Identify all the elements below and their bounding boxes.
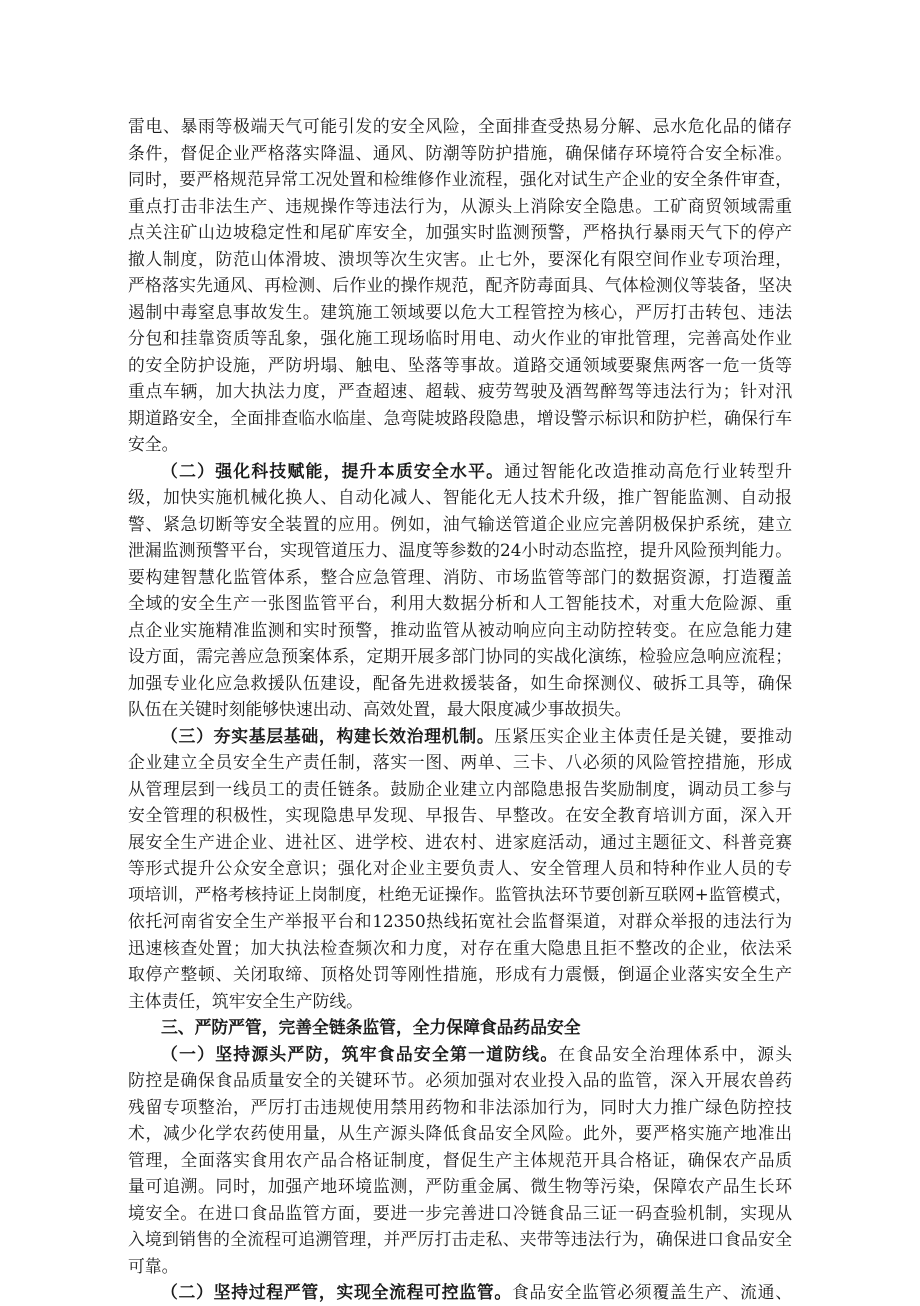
- line-text: 安全管理的积极性，实现隐患早发现、早报告、早整改。在安全教育培训方面，深入开: [128, 805, 792, 825]
- text-line: [128, 193, 792, 220]
- text-line: [128, 1226, 792, 1253]
- line-text: 重点打击非法生产、违规操作等违法行为，从源头上消除安全隐患。工矿商贸领域需重: [128, 195, 792, 216]
- text-line: [128, 1200, 792, 1227]
- line-text: 遏制中毒窒息事故发生。建筑施工领域要以危大工程管控为核心，严厉打击转包、违法: [128, 301, 792, 322]
- bold-heading: （二）强化科技赋能，提升本质安全水平。: [161, 460, 505, 481]
- text-line: [128, 140, 792, 167]
- line-text: 等形式提升公众安全意识；强化对企业主要负责人、安全管理人员和特种作业人员的专: [128, 858, 792, 878]
- line-text: 条件，督促企业严格落实降温、通风、防潮等防护措施，确保储存环境符合安全标准。: [128, 142, 792, 163]
- line-text: 迅速核查处置；加大执法检查频次和力度，对存在重大隐患且拒不整改的企业，依法采: [128, 937, 792, 958]
- line-text: 加强专业化应急救援队伍建设，配备先进救援装备，如生命探测仪、破拆工具等，确保: [128, 672, 792, 693]
- bold-heading: （一）坚持源头严防，筑牢食品安全第一道防线。: [161, 1043, 559, 1064]
- line-text: 入境到销售的全流程可追溯管理，并严厉打击走私、夹带等违法行为，确保进口食品安全: [128, 1229, 792, 1249]
- line-text: 在食品安全治理体系中，源头: [558, 1043, 792, 1064]
- heading-line: [128, 1279, 792, 1306]
- line-text: 压紧压实企业主体责任是关键，要推动: [494, 725, 792, 746]
- line-text: 级，加快实施机械化换人、自动化减人、智能化无人技术升级，推广智能监测、自动报: [128, 487, 792, 507]
- line-text: 安全。: [128, 434, 179, 454]
- text-line: [128, 219, 792, 246]
- text-line: [128, 272, 792, 299]
- line-text: 企业建立全员安全生产责任制，落实一图、两单、三卡、八必须的风险管控措施，形成: [128, 752, 792, 772]
- text-line: [128, 988, 792, 1015]
- line-text: 量可追溯。同时，加强产地环境监测，严防重金属、微生物等污染，保障农产品生长环: [128, 1176, 792, 1196]
- line-text: 要构建智慧化监管体系，整合应急管理、消防、市场监管等部门的数据资源，打造覆盖: [128, 566, 792, 587]
- text-line: [128, 113, 792, 140]
- bold-heading: （三）夯实基层基础，构建长效治理机制。: [161, 725, 495, 746]
- text-line: [128, 378, 792, 405]
- line-text: 点企业实施精准监测和实时预警，推动监管从被动响应向主动防控转变。在应急能力建: [128, 619, 792, 640]
- text-line: [128, 484, 792, 511]
- line-text: 警、紧急切断等安全装置的应用。例如，油气输送管道企业应完善阴极保护系统，建立: [128, 513, 792, 534]
- text-line: [128, 246, 792, 273]
- text-line: [128, 696, 792, 723]
- heading-line: [128, 458, 792, 485]
- text-line: [128, 1120, 792, 1147]
- text-line: [128, 776, 792, 803]
- line-text: 食品安全监管必须覆盖生产、流通、: [511, 1282, 792, 1302]
- text-line: [128, 882, 792, 909]
- line-text: 主体责任，筑牢安全生产防线。: [128, 990, 363, 1011]
- text-line: [128, 961, 792, 988]
- text-line: [128, 405, 792, 432]
- line-text: 泄漏监测预警平台，实现管道压力、温度等参数的24小时动态监控，提升风险预判能力。: [128, 540, 792, 560]
- text-line: [128, 325, 792, 352]
- line-text: 设方面，需完善应急预案体系，定期开展多部门协同的实战化演练，检验应急响应流程；: [128, 646, 792, 666]
- line-text: 点关注矿山边坡稳定性和尾矿库安全，加强实时监测预警，严格执行暴雨天气下的停产: [128, 222, 792, 242]
- line-text: 重点车辆，加大执法力度，严查超速、超载、疲劳驾驶及酒驾醉驾等违法行为；针对汛: [128, 381, 792, 401]
- line-text: 境安全。在进口食品监管方面，要进一步完善进口冷链食品三证一码查验机制，实现从: [128, 1202, 792, 1223]
- text-line: [128, 1173, 792, 1200]
- text-line: [128, 1094, 792, 1121]
- line-text: 残留专项整治，严厉打击违规使用禁用药物和非法添加行为，同时大力推广绿色防控技: [128, 1096, 792, 1117]
- bold-heading: 三、严防严管，完善全链条监管，全力保障食品药品安全: [161, 1017, 581, 1037]
- line-text: 雷电、暴雨等极端天气可能引发的安全风险，全面排查受热易分解、忌水危化品的储存: [128, 116, 792, 136]
- bold-heading: （二）坚持过程严管，实现全流程可控监管。: [161, 1282, 512, 1302]
- line-text: 取停产整顿、关闭取缔、顶格处罚等刚性措施，形成有力震慑，倒逼企业落实安全生产: [128, 964, 792, 984]
- line-text: 项培训，严格考核持证上岗制度，杜绝无证操作。监管执法环节要创新互联网+监管模式，: [128, 884, 792, 904]
- line-text: 全域的安全生产一张图监管平台，利用大数据分析和人工智能技术，对重大危险源、重: [128, 593, 792, 613]
- text-line: [128, 802, 792, 829]
- text-line: [128, 749, 792, 776]
- text-line: [128, 1253, 792, 1280]
- line-text: 管理，全面落实食用农产品合格证制度，督促生产主体规范开具合格证，确保农产品质: [128, 1149, 792, 1170]
- line-text: 队伍在关键时刻能够快速出动、高效处置，最大限度减少事故损失。: [128, 699, 632, 719]
- line-text: 展安全生产进企业、进社区、进学校、进农村、进家庭活动，通过主题征文、科普竞赛: [128, 831, 792, 852]
- text-line: [128, 908, 792, 935]
- text-line: [128, 829, 792, 856]
- text-line: [128, 352, 792, 379]
- text-line: [128, 855, 792, 882]
- text-line: [128, 590, 792, 617]
- text-line: [128, 643, 792, 670]
- line-text: 分包和挂靠资质等乱象，强化施工现场临时用电、动火作业的审批管理，完善高处作业: [128, 328, 792, 348]
- heading-line: [128, 1014, 792, 1041]
- line-text: 同时，要严格规范异常工况处置和检维修作业流程，强化对试生产企业的安全条件审查，: [128, 169, 792, 189]
- text-line: [128, 1067, 792, 1094]
- line-text: 撤人制度，防范山体滑坡、溃坝等次生灾害。止七外，要深化有限空间作业专项治理，: [128, 248, 792, 269]
- line-text: 严格落实先通风、再检测、后作业的操作规范，配齐防毒面具、气体检测仪等装备，坚决: [128, 275, 792, 295]
- line-text: 可靠。: [128, 1255, 179, 1276]
- text-line: [128, 431, 792, 458]
- text-line: [128, 617, 792, 644]
- text-line: [128, 670, 792, 697]
- text-line: [128, 511, 792, 538]
- line-text: 通过智能化改造推动高危行业转型升: [504, 460, 792, 481]
- text-line: [128, 564, 792, 591]
- text-line: [128, 299, 792, 326]
- text-line: [128, 537, 792, 564]
- document-page: [128, 113, 792, 1306]
- line-text: 术，减少化学农药使用量，从生产源头降低食品安全风险。此外，要严格实施产地准出: [128, 1123, 792, 1143]
- line-text: 的安全防护设施，严防坍塌、触电、坠落等事故。道路交通领域要聚焦两客一危一货等: [128, 354, 792, 375]
- heading-line: [128, 723, 792, 750]
- line-text: 依托河南省安全生产举报平台和12350热线拓宽社会监督渠道，对群众举报的违法行为: [128, 911, 792, 931]
- text-line: [128, 166, 792, 193]
- line-text: 从管理层到一线员工的责任链条。鼓励企业建立内部隐患报告奖励制度，调动员工参与: [128, 778, 792, 799]
- text-line: [128, 1147, 792, 1174]
- heading-line: [128, 1041, 792, 1068]
- text-line: [128, 935, 792, 962]
- line-text: 期道路安全，全面排查临水临崖、急弯陡坡路段隐患，增设警示标识和防护栏，确保行车: [128, 407, 792, 428]
- line-text: 防控是确保食品质量安全的关键环节。必须加强对农业投入品的监管，深入开展农兽药: [128, 1070, 792, 1090]
